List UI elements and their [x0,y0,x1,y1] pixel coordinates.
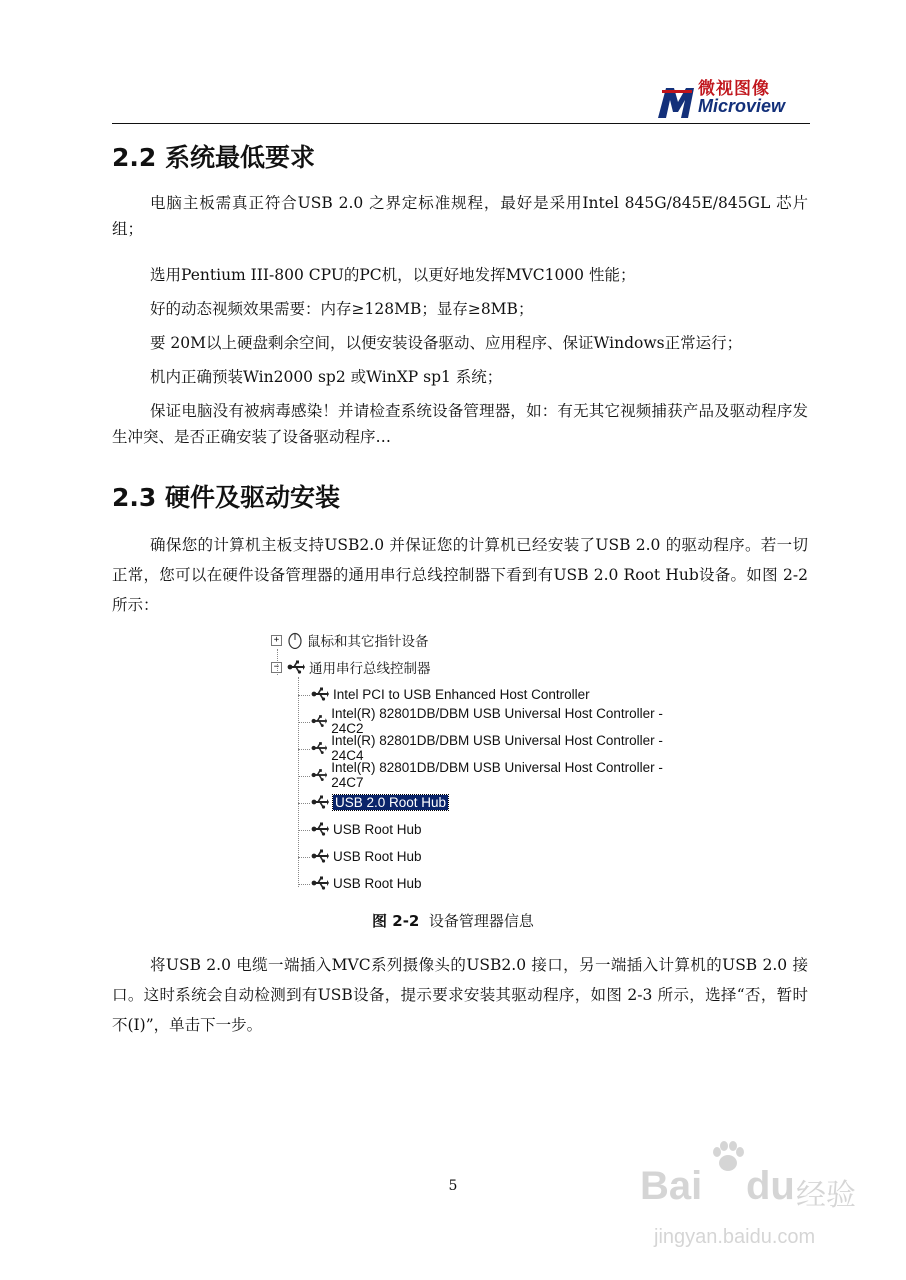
tree-node-usb-controllers[interactable] [271,656,431,678]
usb-icon [311,686,329,702]
usb-icon [311,740,327,756]
section-2-3-heading: 2.3 硬件及驱动安装 [112,483,340,512]
install-paragraph-2: 将USB 2.0 电缆一端插入MVC系列摄像头的USB2.0 接口，另一端插入计算机的USB 2.0 接口。这时系统会自动检测到有USB设备，提示要求安装其驱动程序，如图 2-3 所示，选择“否，暂时不(I)”，单击下一步。 [112,956,808,1034]
microview-logo [658,74,808,122]
tree-item[interactable] [311,818,422,840]
collapse-minus-icon[interactable]: − [271,662,282,673]
tree-label-mouse: 鼠标和其它指针设备 [307,634,429,649]
tree-item[interactable] [311,733,663,763]
watermark-brand: Bai [640,1164,703,1208]
mouse-icon [287,631,303,649]
tree-item-label: USB 2.0 Root Hub [335,794,447,810]
req-paragraph-3: 好的动态视频效果需要：内存≥128MB；显存≥8MB； [150,300,534,318]
logo-english-text: Microview [698,96,786,116]
tree-item[interactable] [311,872,422,894]
watermark-url: jingyan.baidu.com [654,1226,816,1248]
tree-item[interactable] [311,706,663,736]
logo-chinese-text: 微视图像 [698,79,770,99]
req-paragraph-2: 选用Pentium III-800 CPU的PC机，以更好地发挥MVC1000 性能； [150,266,636,284]
paw-icon [710,1140,746,1174]
req-paragraph-5: 机内正确预装Win2000 sp2 或WinXP sp1 系统； [150,368,503,386]
figure-caption [0,910,906,931]
tree-item-label: Intel PCI to USB Enhanced Host Controller [333,686,590,702]
tree-node-mouse-devices[interactable] [271,629,429,651]
usb-icon [311,767,327,783]
tree-item[interactable] [311,683,590,705]
tree-item[interactable] [311,760,663,790]
tree-item-label: Intel(R) 82801DB/DBM USB Universal Host Controller - 24C4 [331,733,663,763]
tree-item-label: Intel(R) 82801DB/DBM USB Universal Host Controller - 24C2 [331,706,663,736]
baidu-watermark [640,1140,880,1270]
usb-icon [311,875,329,891]
tree-label-usb: 通用串行总线控制器 [309,661,431,676]
tree-item[interactable] [311,845,422,867]
section-2-2-heading: 2.2 系统最低要求 [112,143,315,172]
install-paragraph-1: 确保您的计算机主板支持USB2.0 并保证您的计算机已经安装了USB 2.0 的驱动程序。若一切正常，您可以在硬件设备管理器的通用串行总线控制器下看到有USB 2.0 Root Hub设备。如图 2-2 所示： [112,536,808,614]
header-rule [112,123,810,124]
watermark-brand-2: du [746,1164,795,1208]
usb-icon [287,659,305,675]
req-paragraph-6: 保证电脑没有被病毒感染！并请检查系统设备管理器，如：有无其它视频捕获产品及驱动程序发生冲突、是否正确安装了设备驱动程序… [112,402,808,446]
tree-item-label: USB Root Hub [333,821,422,837]
req-paragraph-1: 电脑主板需真正符合USB 2.0 之界定标准规程，最好是采用Intel 845G/845E/845GL 芯片组； [112,194,808,238]
req-paragraph-4: 要 20M以上硬盘剩余空间，以便安装设备驱动、应用程序、保证Windows正常运行； [150,334,743,352]
usb-icon [311,848,329,864]
usb-icon [311,713,327,729]
page-number: 5 [448,1178,458,1194]
usb-icon [311,794,329,810]
watermark-cn: 经验 [796,1178,856,1213]
expand-plus-icon[interactable]: + [271,635,282,646]
tree-item-selected[interactable] [311,791,448,813]
tree-item-label: USB Root Hub [333,848,422,864]
device-manager-tree [267,627,663,897]
figure-caption-text: 设备管理器信息 [428,912,534,930]
usb-icon [311,821,329,837]
tree-item-label: Intel(R) 82801DB/DBM USB Universal Host Controller - 24C7 [331,760,663,790]
tree-item-label: USB Root Hub [333,875,422,891]
figure-number: 图 2-2 [372,912,420,930]
